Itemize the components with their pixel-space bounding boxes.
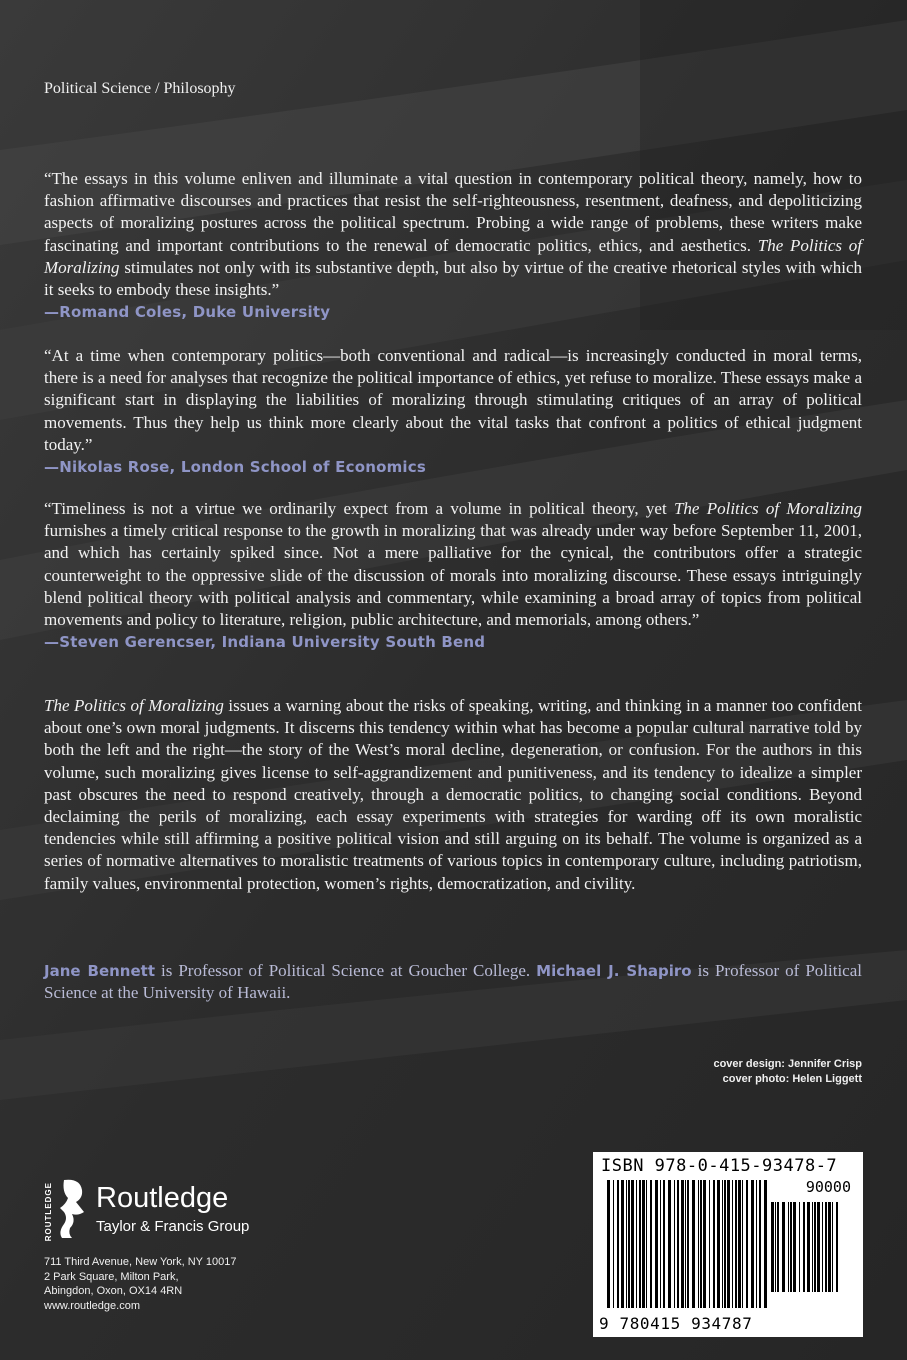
cover-photo-credit: cover photo: Helen Liggett (722, 1073, 862, 1085)
endorsement-quote-3 (44, 498, 862, 653)
barcode-bar (775, 1202, 776, 1292)
publisher-address (44, 1255, 236, 1313)
quote-attribution: —Steven Gerencser, Indiana University South Bend (44, 633, 486, 652)
quote-text: “Timeliness is not a virtue we ordinarily expect from a volume in political theory, yet The Politics of Moralizing furnishes a timely critical response to the growth in moralizing that was already under way before September 11, 2001, and which has certainly spiked since. Not a mere palliative for the cynical, the contributors offer a strategic counterweight to the oppressive slide of the discussion of morals into moralizing discourse. These essays intriguingly blend political theory with political analysis and commentary, while examining a broad array of topics from political movements and policy to literature, religion, public architecture, and memorials, among others.” (44, 499, 862, 630)
barcode-bar (700, 1180, 702, 1308)
barcode-bar (724, 1180, 726, 1308)
cover-credits (713, 1057, 862, 1087)
barcode-bar (790, 1202, 792, 1292)
barcode-bar (727, 1180, 730, 1308)
price-barcode-bars (771, 1202, 851, 1292)
barcode-bar (660, 1180, 661, 1308)
editor-bio: Jane Bennett is Professor of Political Science at Goucher College. Michael J. Shapiro is Professor of Political Science at the University of Hawaii. (44, 961, 862, 1003)
quote-attribution: —Romand Coles, Duke University (44, 303, 331, 322)
barcode-bar (782, 1202, 785, 1292)
barcode-bar (746, 1180, 748, 1308)
barcode-bar (738, 1180, 741, 1308)
barcode-bars (607, 1180, 767, 1310)
barcode-bar (759, 1180, 761, 1308)
barcode-bar (814, 1202, 816, 1292)
barcode-bar (626, 1180, 627, 1308)
barcode-digits: 9 780415 934787 (599, 1314, 753, 1333)
barcode-bar (628, 1180, 630, 1308)
quote-text: “At a time when contemporary politics—both conventional and radical—is increasingly conducted in moral terms, there is a need for analyses that recognize the political importance of ethics, yet refuse to moralize. These essays make a significant start in displaying the liabilities of moralizing through stimulating critiques of an array of political movements. Thus they help us think more clearly about the vital tasks that confront a politics of ethical judgment today.” (44, 346, 862, 454)
barcode-bar (613, 1180, 614, 1308)
barcode-bar (703, 1180, 706, 1308)
barcode-bar (812, 1202, 813, 1292)
price-code: 90000 (805, 1178, 851, 1196)
publisher-group: Taylor & Francis Group (96, 1218, 250, 1235)
barcode-bar (793, 1202, 796, 1292)
barcode-bar (742, 1180, 743, 1308)
barcode-bar (674, 1180, 675, 1308)
barcode-bar (677, 1180, 679, 1308)
address-line: Abingdon, Oxon, OX14 4RN (44, 1285, 183, 1297)
barcode-bar (771, 1202, 774, 1292)
barcode-bar (709, 1180, 710, 1308)
address-line: www.routledge.com (44, 1299, 140, 1312)
cover-design-credit: cover design: Jennifer Crisp (713, 1058, 862, 1070)
barcode-bar (803, 1202, 805, 1292)
barcode-bar (828, 1202, 831, 1292)
publisher-logo (44, 1178, 284, 1248)
barcode-bar (650, 1180, 652, 1308)
publisher-side-label: ROUTLEDGE (44, 1182, 53, 1242)
barcode-bar (817, 1202, 820, 1292)
barcode-bar (807, 1202, 810, 1292)
barcode-bar (756, 1180, 757, 1308)
barcode-bar (799, 1202, 800, 1292)
barcode-bar (655, 1180, 658, 1308)
barcode-bar (607, 1180, 610, 1308)
barcode-bar (836, 1202, 838, 1292)
barcode-bar (822, 1202, 823, 1292)
barcode-bar (751, 1180, 754, 1308)
endorsement-quote-2 (44, 345, 862, 478)
category-label: Political Science / Philosophy (44, 80, 236, 97)
barcode-bar (735, 1180, 737, 1308)
barcode-bar (646, 1180, 647, 1308)
barcode-bar (687, 1180, 689, 1308)
barcode-bar (639, 1180, 641, 1308)
barcode-bar (617, 1180, 619, 1308)
routledge-head-icon (58, 1178, 90, 1240)
barcode-bar (631, 1180, 634, 1308)
barcode-bar (764, 1180, 767, 1308)
barcode-bar (681, 1180, 684, 1308)
isbn-barcode (593, 1152, 863, 1337)
address-line: 711 Third Avenue, New York, NY 10017 (44, 1256, 237, 1268)
barcode-bar (832, 1202, 833, 1292)
barcode-bar (692, 1180, 695, 1308)
barcode-bar (668, 1180, 671, 1308)
barcode-bar (663, 1180, 665, 1308)
barcode-bar (713, 1180, 715, 1308)
address-line: 2 Park Square, Milton Park, (44, 1270, 179, 1283)
barcode-bar (621, 1180, 624, 1308)
barcode-bar (685, 1180, 686, 1308)
quote-attribution: —Nikolas Rose, London School of Economics (44, 458, 426, 477)
barcode-bar (825, 1202, 827, 1292)
barcode-bar (777, 1202, 779, 1292)
barcode-bar (732, 1180, 733, 1308)
barcode-bar (636, 1180, 637, 1308)
endorsement-quote-1 (44, 168, 862, 323)
barcode-bar (698, 1180, 699, 1308)
barcode-bar (788, 1202, 789, 1292)
barcode-bar (642, 1180, 645, 1308)
barcode-bar (717, 1180, 720, 1308)
book-description: The Politics of Moralizing issues a warning about the risks of speaking, writing, and thinking in a manner too confident about one’s own moral judgments. It discerns this tendency within what has become a popular cultural narrative told by both the left and the right—the story of the West’s moral decline, degeneration, or confusion. For the authors in this volume, such moralizing gives license to self-aggrandizement and punitiveness, and its tendency to idealize a simpler past obscures the need to respond creatively, through a democratic politics, to changing social conditions. Beyond declaiming the perils of moralizing, each essay experiments with strategies for warding off its own moralistic tendencies while still affirming a positive political vision and still arguing on its behalf. The volume is organized as a series of normative alternatives to moralistic treatments of various topics in contemporary culture, including patriotism, family values, environmental protection, women’s rights, democratization, and civility. (44, 696, 862, 893)
barcode-bar (722, 1180, 723, 1308)
publisher-name: Routledge (96, 1182, 229, 1214)
isbn-number: ISBN 978-0-415-93478-7 (601, 1156, 838, 1176)
quote-text: “The essays in this volume enliven and illuminate a vital question in contemporary political theory, namely, how to fashion affirmative discourses and practices that resist the self-righteousness, resentment, deafness, and depoliticizing aspects of moralizing postures across the political spectrum. Probing a wide range of problems, these writers make fascinating and important contributions to the renewal of democratic politics, ethics, and aesthetics. The Politics of Moralizing stimulates not only with its substantive depth, but also by virtue of the creative rhetorical styles with which it seeks to embody these insights.” (44, 169, 862, 300)
